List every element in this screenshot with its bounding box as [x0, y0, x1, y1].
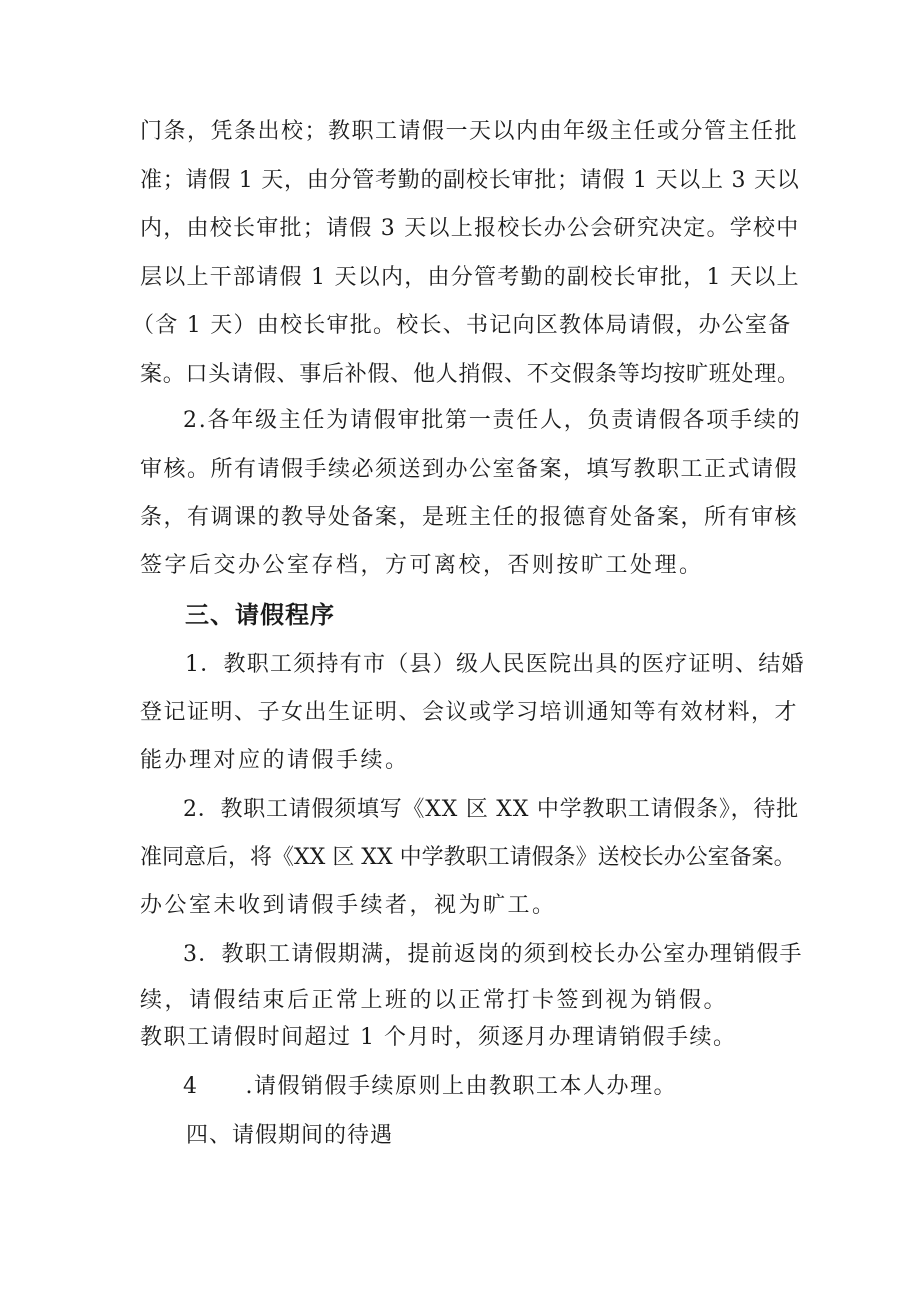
section-heading: 四、请假期间的待遇 — [186, 1123, 394, 1148]
paragraph-line: 办公室未收到请假手续者，视为旷工。 — [140, 893, 557, 918]
paragraph-line: 能办理对应的请假手续。 — [140, 748, 410, 773]
paragraph-line: （含 1 天）由校长审批。校长、书记向区教体局请假，办公室备 — [132, 313, 792, 338]
paragraph-line: 准同意后，将《XX 区 XX 中学教职工请假条》送校长办公室备案。 — [140, 845, 796, 870]
paragraph-line: 教职工请假时间超过 1 个月时，须逐月办理请销假手续。 — [140, 1025, 737, 1050]
paragraph-line: 2．教职工请假须填写《XX 区 XX 中学教职工请假条》，待批 — [183, 797, 799, 822]
paragraph-line: 登记证明、子女出生证明、会议或学习培训通知等有效材料，才 — [140, 700, 799, 725]
section-heading: 三、请假程序 — [185, 601, 335, 629]
paragraph-line: 审核。所有请假手续必须送到办公室备案，填写教职工正式请假 — [140, 457, 799, 482]
paragraph-line: 准；请假 1 天，由分管考勤的副校长审批；请假 1 天以上 3 天以 — [140, 168, 800, 193]
paragraph-line: 条，有调课的教导处备案，是班主任的报德育处备案，所有审核 — [140, 505, 799, 530]
paragraph-line: 签字后交办公室存档，方可离校，否则按旷工处理。 — [140, 553, 704, 578]
paragraph-line: 3．教职工请假期满，提前返岗的须到校长办公室办理销假手 — [183, 942, 803, 967]
paragraph-line: 4 .请假销假手续原则上由教职工本人办理。 — [183, 1074, 677, 1099]
paragraph-line: 1．教职工须持有市（县）级人民医院出具的医疗证明、结婚 — [185, 652, 805, 677]
paragraph-line: 层以上干部请假 1 天以内，由分管考勤的副校长审批，1 天以上 — [140, 265, 800, 290]
paragraph-line: 内，由校长审批；请假 3 天以上报校长办公会研究决定。学校中 — [140, 216, 800, 241]
paragraph-line: 续，请假结束后正常上班的以正常打卡签到视为销假。 — [140, 988, 729, 1013]
paragraph-line: 2.各年级主任为请假审批第一责任人，负责请假各项手续的 — [183, 408, 802, 433]
paragraph-line: 门条，凭条出校；教职工请假一天以内由年级主任或分管主任批 — [140, 119, 799, 144]
paragraph-line: 案。口头请假、事后补假、他人捎假、不交假条等均按旷班处理。 — [140, 362, 800, 387]
